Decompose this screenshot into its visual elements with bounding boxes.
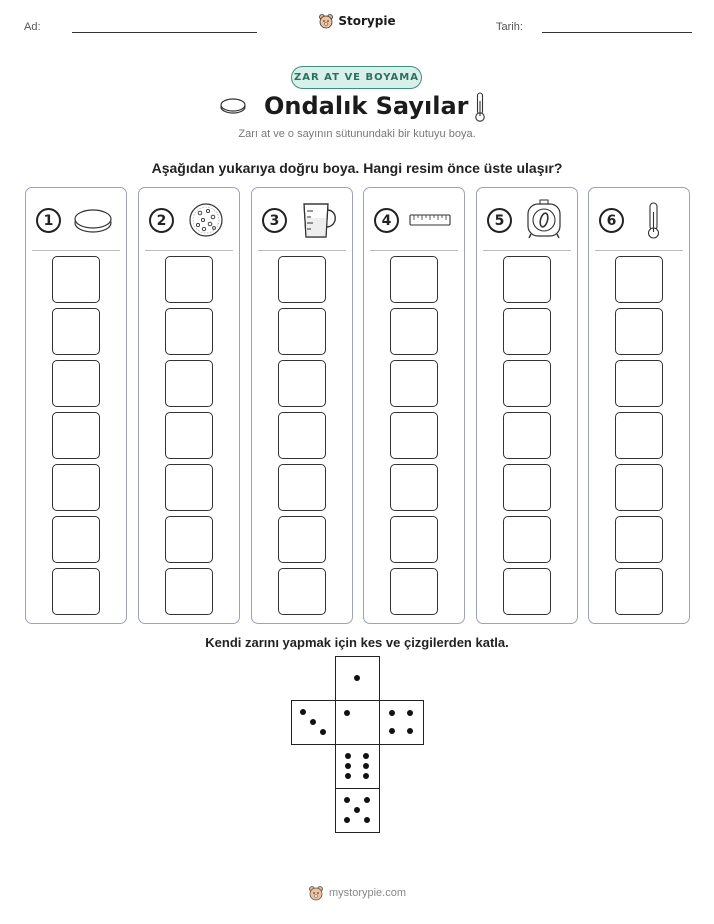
color-box[interactable] — [52, 568, 100, 615]
color-box[interactable] — [52, 516, 100, 563]
color-box[interactable] — [390, 360, 438, 407]
die-pip — [363, 753, 369, 759]
column-2 — [138, 187, 240, 624]
column-header — [589, 188, 689, 250]
die-pip — [389, 710, 395, 716]
page-subtitle: Zarı at ve o sayının sütunundaki bir kutuyu boya. — [238, 128, 476, 140]
column-number: 4 — [374, 208, 399, 233]
color-box[interactable] — [503, 308, 551, 355]
column-number: 2 — [149, 208, 174, 233]
column-4 — [363, 187, 465, 624]
column-divider — [595, 250, 683, 251]
color-box[interactable] — [390, 308, 438, 355]
color-box[interactable] — [390, 568, 438, 615]
column-divider — [32, 250, 120, 251]
die-pip — [345, 773, 351, 779]
column-divider — [483, 250, 571, 251]
column-number: 6 — [599, 208, 624, 233]
column-header — [139, 188, 239, 250]
die-pip — [354, 675, 360, 681]
footer — [0, 885, 714, 901]
name-line — [72, 32, 257, 33]
color-box[interactable] — [52, 360, 100, 407]
column-divider — [145, 250, 233, 251]
color-box[interactable] — [52, 464, 100, 511]
color-box[interactable] — [503, 360, 551, 407]
color-box[interactable] — [390, 412, 438, 459]
color-box[interactable] — [390, 464, 438, 511]
column-3 — [251, 187, 353, 624]
color-box[interactable] — [165, 464, 213, 511]
thermometer-icon — [633, 198, 679, 242]
die-pip — [363, 763, 369, 769]
column-number: 1 — [36, 208, 61, 233]
column-header — [252, 188, 352, 250]
die-pip — [364, 817, 370, 823]
cookie-icon — [183, 198, 229, 242]
color-box[interactable] — [503, 568, 551, 615]
footer-url[interactable]: mystorypie.com — [328, 887, 407, 899]
color-box[interactable] — [278, 360, 326, 407]
thermometer-icon — [473, 91, 487, 123]
date-line — [542, 32, 692, 33]
color-box[interactable] — [615, 256, 663, 303]
color-box[interactable] — [503, 412, 551, 459]
coin-icon — [70, 198, 116, 242]
die-face-1 — [335, 700, 380, 745]
die-pip — [407, 710, 413, 716]
die-pip — [300, 709, 306, 715]
color-box[interactable] — [278, 308, 326, 355]
color-box[interactable] — [615, 516, 663, 563]
brand-logo — [0, 13, 714, 29]
die-pip — [320, 729, 326, 735]
die-pip — [389, 728, 395, 734]
die-face-3 — [291, 700, 336, 745]
color-box[interactable] — [278, 516, 326, 563]
color-box[interactable] — [52, 256, 100, 303]
die-face-5 — [335, 788, 380, 833]
color-box[interactable] — [165, 360, 213, 407]
color-box[interactable] — [165, 516, 213, 563]
color-box[interactable] — [503, 464, 551, 511]
measuring-cup-icon — [296, 198, 342, 242]
die-pip — [344, 797, 350, 803]
color-box[interactable] — [165, 256, 213, 303]
column-5 — [476, 187, 578, 624]
die-pip — [344, 817, 350, 823]
column-divider — [258, 250, 346, 251]
die-face-6 — [335, 744, 380, 789]
color-box[interactable] — [615, 308, 663, 355]
page-title: Ondalık Sayılar — [264, 92, 469, 120]
column-divider — [370, 250, 458, 251]
die-pip — [344, 710, 350, 716]
ruler-icon — [408, 198, 454, 242]
die-pip — [354, 807, 360, 813]
color-box[interactable] — [165, 568, 213, 615]
die-face-1 — [335, 656, 380, 701]
column-number: 5 — [487, 208, 512, 233]
die-pip — [364, 797, 370, 803]
die-face-4 — [379, 700, 424, 745]
color-box[interactable] — [165, 308, 213, 355]
color-box[interactable] — [615, 568, 663, 615]
column-1 — [25, 187, 127, 624]
column-number: 3 — [262, 208, 287, 233]
column-header — [364, 188, 464, 250]
color-box[interactable] — [165, 412, 213, 459]
color-box[interactable] — [52, 308, 100, 355]
color-box[interactable] — [278, 256, 326, 303]
brand-name: Storypie — [338, 14, 396, 28]
column-6 — [588, 187, 690, 624]
column-header — [477, 188, 577, 250]
dice-instruction: Kendi zarını yapmak için kes ve çizgilerden katla. — [205, 635, 509, 650]
date-label: Tarih: — [496, 21, 523, 33]
color-box[interactable] — [503, 256, 551, 303]
color-box[interactable] — [278, 568, 326, 615]
activity-badge: ZAR AT VE BOYAMA — [291, 66, 422, 89]
bear-logo-icon — [308, 885, 324, 901]
color-box[interactable] — [390, 256, 438, 303]
color-box[interactable] — [52, 412, 100, 459]
die-pip — [345, 763, 351, 769]
color-box[interactable] — [390, 516, 438, 563]
name-label: Ad: — [24, 21, 41, 33]
color-box[interactable] — [615, 412, 663, 459]
die-pip — [345, 753, 351, 759]
die-pip — [363, 773, 369, 779]
bear-logo-icon — [318, 13, 334, 29]
color-box[interactable] — [503, 516, 551, 563]
column-header — [26, 188, 126, 250]
color-box[interactable] — [278, 412, 326, 459]
color-box[interactable] — [278, 464, 326, 511]
color-box[interactable] — [615, 360, 663, 407]
color-box[interactable] — [615, 464, 663, 511]
stopwatch-icon — [521, 198, 567, 242]
coloring-instruction: Aşağıdan yukarıya doğru boya. Hangi resim önce üste ulaşır? — [151, 160, 563, 176]
die-pip — [310, 719, 316, 725]
coin-icon — [219, 96, 247, 116]
die-pip — [407, 728, 413, 734]
